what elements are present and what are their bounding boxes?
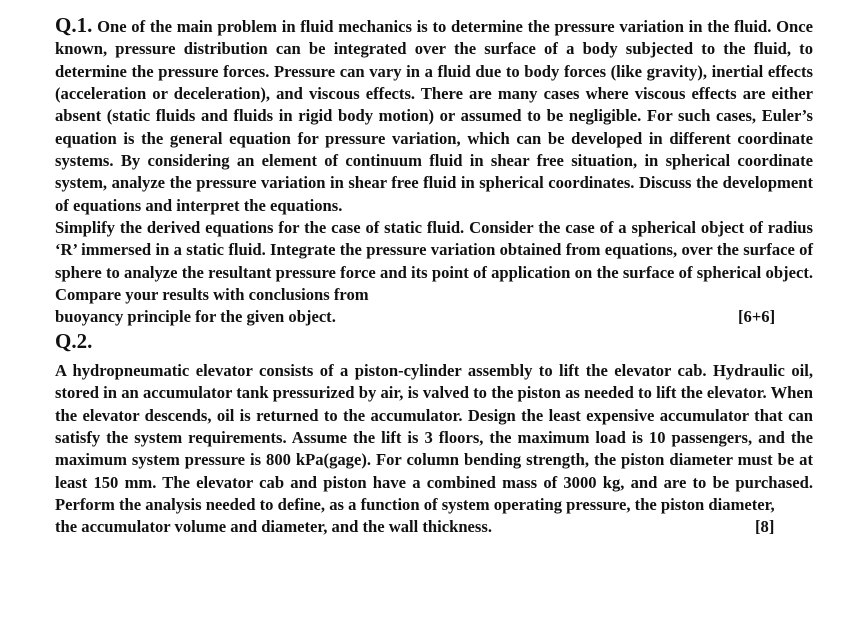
question-2-paragraph: [55, 360, 813, 516]
question-1-marks: [6+6]: [738, 307, 776, 327]
question-1: [55, 14, 813, 353]
question-2-text-end: the accumulator volume and diameter, and the wall thickness.: [55, 517, 492, 537]
question-1-text-2: Simplify the derived equations for the case of static fluid. Consider the case of a spherical object of radius ‘R’ immersed in a static fluid. Integrate the pressure variation obtained from equations, over the surface of sphere to analyze the resultant pressure force and its point of application on the surface of spherical object. Compare your results with conclusions from: [55, 218, 813, 305]
question-1-text-1: One of the main problem in fluid mechanics is to determine the pressure variation in the fluid. Once known, pressure distribution can be integrated over the surface of a body subjected to the fluid, to determine the pressure forces. Pressure can vary in a fluid due to body forces (like gravity), inertial effects (acceleration or deceleration), and viscous effects. There are many cases where viscous effects are either absent (static fluids and fluids in rigid body motion) or assumed to be negligible. For such cases, Euler’s equation is the general equation for pressure variation, which can be developed in different coordinate systems. By considering an element of continuum fluid in shear free situation, in spherical coordinate system, analyze the pressure variation in shear free fluid in spherical coordinates. Discuss the development of equations and interpret the equations.: [55, 17, 813, 215]
question-2-text: A hydropneumatic elevator consists of a piston-cylinder assembly to lift the elevator cab. Hydraulic oil, stored in an accumulator tank pressurized by air, is valved to the piston as needed to lift the elevator. When the elevator descends, oil is returned to the accumulator. Design the least expensive accumulator that can satisfy the system requirements. Assume the lift is 3 floors, the maximum load is 10 passengers, and the maximum system pressure is 800 kPa(gage). For column bending strength, the piston diameter must be at least 150 mm. The elevator cab and piston have a combined mass of 3000 kg, and are to be purchased. Perform the analysis needed to define, as a function of system operating pressure, the piston diameter,: [55, 361, 813, 515]
question-1-paragraph-2: [55, 217, 813, 306]
question-2-last-line: [55, 516, 813, 538]
question-1-last-line: [55, 306, 813, 328]
question-1-number: Q.1.: [55, 13, 93, 37]
question-2-marks: [8]: [755, 517, 775, 537]
question-1-paragraph-1: [55, 14, 813, 217]
question-2-number: Q.2.: [55, 328, 93, 353]
question-2-heading: [55, 329, 813, 353]
question-2: [55, 360, 813, 539]
question-1-text-2-end: buoyancy principle for the given object.: [55, 307, 336, 327]
